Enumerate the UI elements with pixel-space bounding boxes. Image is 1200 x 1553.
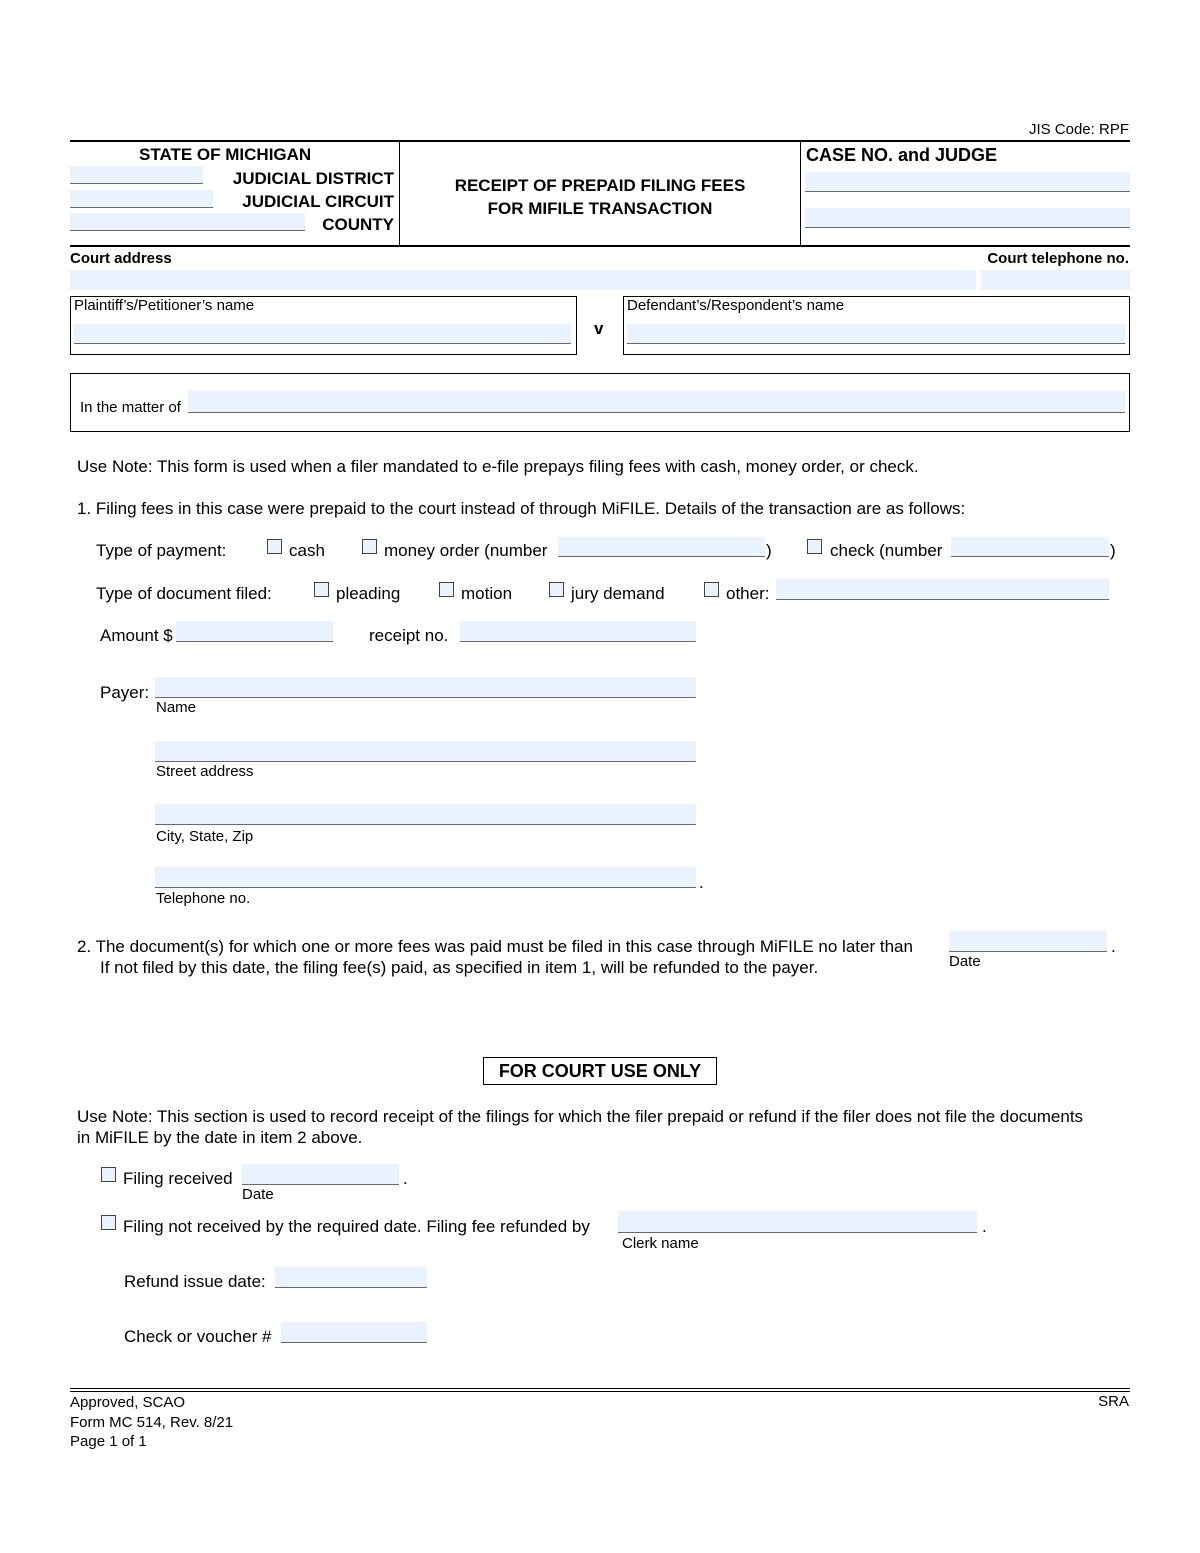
item2-line2: If not filed by this date, the filing fee(s) paid, as specified in item 1, will be refunded to the payer. — [100, 958, 819, 977]
pleading-checkbox[interactable] — [314, 582, 329, 597]
footer-rule-top — [70, 1388, 1130, 1389]
other-checkbox[interactable] — [704, 582, 719, 597]
judicial-circuit-label: JUDICIAL CIRCUIT — [242, 192, 394, 211]
matter-field[interactable] — [188, 391, 1125, 413]
check-voucher-label: Check or voucher # — [124, 1327, 272, 1346]
header-divider-right — [800, 140, 801, 246]
amount-field[interactable] — [176, 621, 333, 642]
footer-page: Page 1 of 1 — [70, 1433, 147, 1450]
form-title-line1: RECEIPT OF PREPAID FILING FEES — [454, 176, 746, 195]
money-order-number-field[interactable] — [558, 537, 765, 557]
judicial-district-label: JUDICIAL DISTRICT — [232, 169, 394, 188]
versus-label: v — [594, 319, 604, 338]
jury-demand-checkbox[interactable] — [549, 582, 564, 597]
payer-street-field[interactable] — [155, 741, 696, 762]
payer-telephone-field[interactable] — [155, 867, 696, 888]
filing-received-date-field[interactable] — [242, 1164, 399, 1185]
check-close-paren: ) — [1110, 541, 1116, 560]
filing-received-period: . — [403, 1169, 408, 1188]
payer-telephone-caption: Telephone no. — [156, 890, 251, 907]
judicial-district-field[interactable] — [70, 166, 203, 184]
pleading-label: pleading — [336, 584, 401, 603]
refund-date-field[interactable] — [275, 1267, 427, 1288]
cash-label: cash — [289, 541, 325, 560]
item2-date-caption: Date — [949, 953, 981, 970]
check-label: check (number — [830, 541, 943, 560]
filing-received-checkbox[interactable] — [101, 1167, 116, 1182]
item1-text: 1. Filing fees in this case were prepaid to the court instead of through MiFILE. Details of the transaction are as follows: — [77, 499, 966, 518]
header-top-rule — [70, 140, 1130, 142]
payer-telephone-period: . — [699, 873, 704, 892]
filing-received-date-caption: Date — [242, 1186, 274, 1203]
money-order-label: money order (number — [384, 541, 548, 560]
payer-city-field[interactable] — [155, 804, 696, 825]
header-bottom-rule — [70, 245, 1130, 247]
footer-rule-bottom — [70, 1391, 1130, 1392]
form-title-line2: FOR MIFILE TRANSACTION — [487, 199, 713, 218]
case-number-field[interactable] — [805, 172, 1130, 192]
receipt-label: receipt no. — [369, 626, 449, 645]
not-received-checkbox[interactable] — [101, 1215, 116, 1230]
not-received-label: Filing not received by the required date. Filing fee refunded by — [123, 1217, 590, 1236]
form-title — [400, 174, 800, 220]
motion-label: motion — [461, 584, 513, 603]
payer-label: Payer: — [100, 683, 150, 702]
document-type-label: Type of document filed: — [96, 584, 272, 603]
county-field[interactable] — [70, 213, 305, 231]
payer-street-caption: Street address — [156, 763, 254, 780]
check-number-field[interactable] — [951, 537, 1109, 557]
check-voucher-field[interactable] — [281, 1322, 427, 1343]
payer-city-caption: City, State, Zip — [156, 828, 254, 845]
cash-checkbox[interactable] — [267, 539, 282, 554]
judge-field[interactable] — [805, 208, 1130, 228]
state-name: STATE OF MICHIGAN — [139, 145, 312, 164]
court-use-note-line2: in MiFILE by the date in item 2 above. — [77, 1128, 363, 1147]
payer-name-field[interactable] — [155, 677, 696, 698]
court-use-heading: FOR COURT USE ONLY — [483, 1057, 717, 1085]
receipt-number-field[interactable] — [460, 621, 696, 642]
money-order-close-paren: ) — [766, 541, 772, 560]
payment-type-label: Type of payment: — [96, 541, 227, 560]
footer-sra: SRA — [1098, 1393, 1129, 1410]
money-order-checkbox[interactable] — [362, 539, 377, 554]
other-document-field[interactable] — [776, 579, 1109, 600]
case-no-judge-label: CASE NO. and JUDGE — [806, 145, 998, 165]
clerk-name-caption: Clerk name — [622, 1235, 699, 1252]
court-use-note — [77, 1106, 1137, 1148]
motion-checkbox[interactable] — [439, 582, 454, 597]
footer-info — [70, 1393, 233, 1452]
footer-form-number: Form MC 514, Rev. 8/21 — [70, 1413, 234, 1431]
plaintiff-name-field[interactable] — [74, 324, 571, 344]
payer-name-caption: Name — [156, 699, 197, 716]
county-label: COUNTY — [322, 215, 394, 234]
clerk-name-period: . — [982, 1217, 987, 1236]
defendant-label: Defendant’s/Respondent’s name — [627, 297, 845, 314]
footer-approved: Approved, SCAO — [70, 1394, 186, 1411]
item2-period: . — [1111, 937, 1116, 956]
court-address-field[interactable] — [70, 270, 976, 290]
plaintiff-label: Plaintiff’s/Petitioner’s name — [74, 297, 255, 314]
item2-date-field[interactable] — [949, 931, 1107, 952]
refund-date-label: Refund issue date: — [124, 1272, 266, 1291]
check-checkbox[interactable] — [807, 539, 822, 554]
matter-label: In the matter of — [80, 399, 181, 416]
other-label: other: — [726, 584, 770, 603]
item2-line1: 2. The document(s) for which one or more fees was paid must be filed in this case through MiFILE no later than — [77, 937, 913, 956]
use-note-1: Use Note: This form is used when a filer mandated to e-file prepays filing fees with cash, money order, or check. — [77, 457, 919, 476]
judicial-circuit-field[interactable] — [70, 190, 213, 208]
jis-code: JIS Code: RPF — [1028, 121, 1129, 138]
defendant-name-field[interactable] — [627, 324, 1125, 344]
court-telephone-field[interactable] — [981, 270, 1130, 290]
filing-received-label: Filing received — [123, 1169, 233, 1188]
jury-demand-label: jury demand — [571, 584, 665, 603]
amount-label: Amount $ — [100, 626, 173, 645]
court-use-note-line1: Use Note: This section is used to record receipt of the filings for which the filer prepaid or refund if the filer does not file the documents — [77, 1107, 1084, 1126]
court-address-label: Court address — [70, 250, 172, 267]
court-telephone-label: Court telephone no. — [987, 250, 1129, 267]
clerk-name-field[interactable] — [618, 1211, 977, 1233]
